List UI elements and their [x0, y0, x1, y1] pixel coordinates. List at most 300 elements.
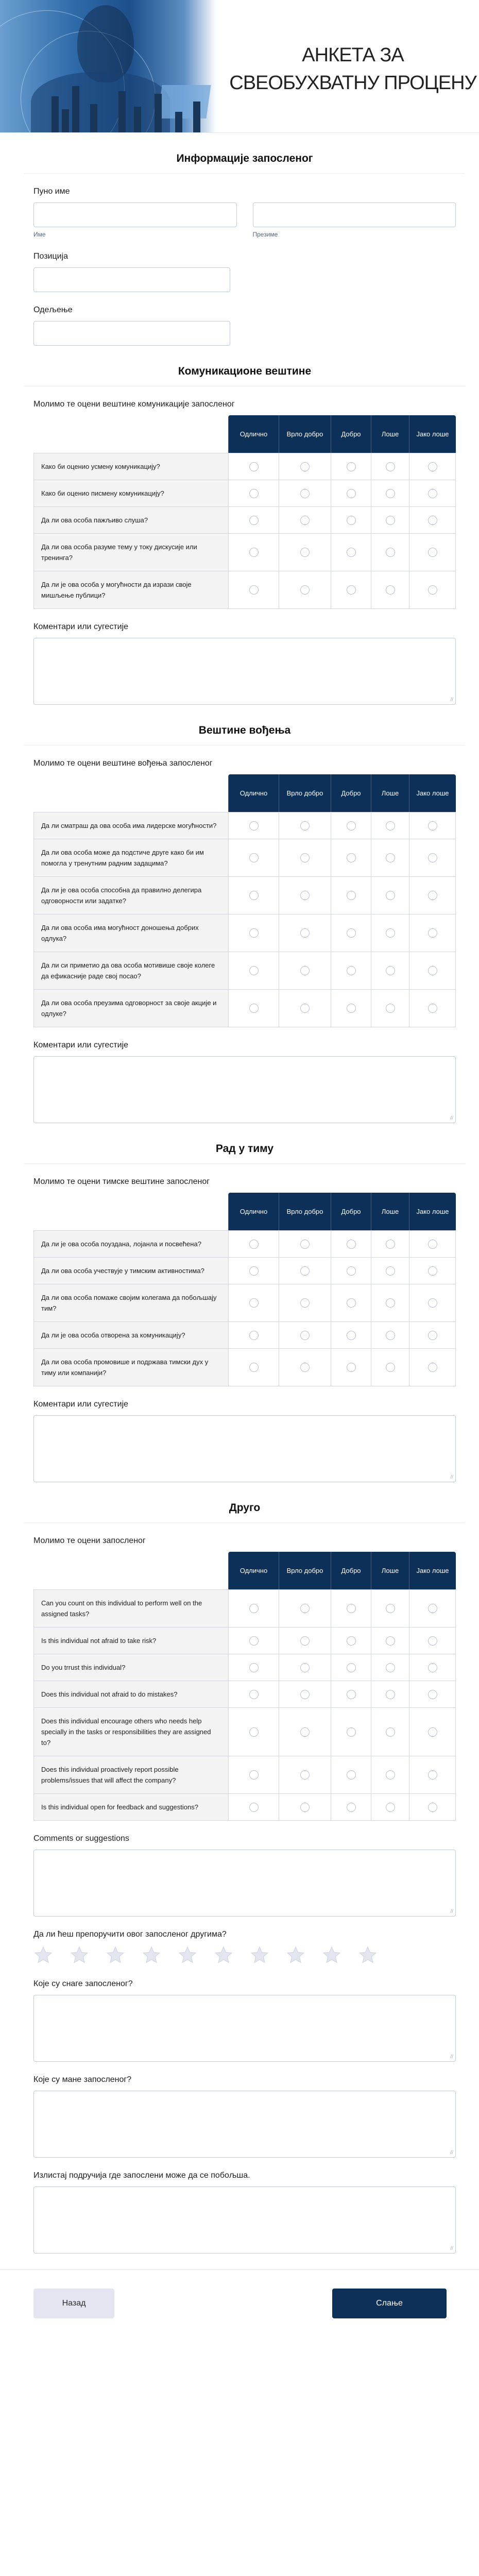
radio-button[interactable] [300, 1240, 310, 1249]
matrix-cell[interactable] [331, 1707, 371, 1756]
matrix-cell[interactable] [331, 989, 371, 1027]
matrix-column-header: Одлично [228, 1552, 279, 1589]
matrix-row-question: Is this individual not afraid to take risk? [33, 1627, 228, 1654]
radio-button[interactable] [428, 1663, 437, 1672]
radio-button[interactable] [249, 1663, 259, 1672]
radio-button[interactable] [249, 1604, 259, 1613]
radio-button[interactable] [347, 1636, 356, 1646]
matrix-cell[interactable] [409, 1348, 456, 1386]
matrix-column-header: Добро [331, 1552, 371, 1589]
radio-button[interactable] [300, 1266, 310, 1276]
radio-button[interactable] [347, 891, 356, 900]
radio-button[interactable] [300, 516, 310, 525]
matrix-cell[interactable] [228, 533, 279, 571]
matrix-cell[interactable] [279, 952, 331, 989]
matrix-cell[interactable] [228, 876, 279, 914]
radio-button[interactable] [300, 1636, 310, 1646]
radio-button[interactable] [249, 1803, 259, 1812]
matrix-cell[interactable] [371, 1589, 409, 1627]
radio-button[interactable] [428, 1331, 437, 1340]
radio-button[interactable] [386, 853, 395, 862]
radio-button[interactable] [300, 1803, 310, 1812]
recommend-label: Да ли ћеш препоручити овог запосленог другима? [33, 1930, 227, 1939]
matrix-row [33, 1257, 456, 1284]
radio-button[interactable] [300, 966, 310, 975]
matrix-row-question: Да ли ова особа преузима одговорност за своје акције и одлуке? [33, 989, 228, 1027]
radio-button[interactable] [428, 853, 437, 862]
star-icon[interactable] [358, 1945, 378, 1965]
matrix-cell[interactable] [331, 952, 371, 989]
matrix-cell[interactable] [331, 533, 371, 571]
radio-button[interactable] [428, 1363, 437, 1372]
department-input[interactable] [33, 321, 230, 346]
radio-button[interactable] [428, 516, 437, 525]
matrix-cell[interactable] [331, 1627, 371, 1654]
radio-button[interactable] [347, 1331, 356, 1340]
radio-button[interactable] [428, 928, 437, 938]
radio-button[interactable] [386, 821, 395, 831]
matrix-row [33, 480, 456, 506]
matrix-cell[interactable] [228, 1707, 279, 1756]
matrix-cell[interactable] [371, 876, 409, 914]
star-icon[interactable] [33, 1945, 53, 1965]
radio-button[interactable] [300, 462, 310, 471]
matrix-cell[interactable] [331, 1793, 371, 1821]
improvements-textarea[interactable] [33, 2187, 456, 2253]
matrix-cell[interactable] [331, 1284, 371, 1321]
radio-button[interactable] [249, 1727, 259, 1737]
matrix-row [33, 1284, 456, 1321]
radio-button[interactable] [300, 1604, 310, 1613]
matrix-cell[interactable] [228, 839, 279, 876]
matrix-cell[interactable] [371, 571, 409, 609]
radio-button[interactable] [249, 1004, 259, 1013]
strengths-textarea[interactable] [33, 1995, 456, 2062]
matrix-cell[interactable] [409, 1321, 456, 1348]
resize-handle-icon[interactable]: // [450, 697, 453, 703]
radio-button[interactable] [347, 548, 356, 557]
matrix-cell[interactable] [371, 480, 409, 506]
radio-button[interactable] [300, 489, 310, 498]
radio-button[interactable] [249, 516, 259, 525]
matrix-cell[interactable] [409, 1627, 456, 1654]
matrix-cell[interactable] [279, 1681, 331, 1707]
radio-button[interactable] [428, 462, 437, 471]
star-rating[interactable] [33, 1945, 394, 1966]
radio-button[interactable] [249, 1363, 259, 1372]
star-icon[interactable] [106, 1945, 125, 1965]
matrix-cell[interactable] [371, 1230, 409, 1257]
matrix-cell[interactable] [331, 1348, 371, 1386]
matrix-row-question: Does this individual proactively report possible problems/issues that will affect the company? [33, 1756, 228, 1793]
comments-textarea[interactable] [33, 1415, 456, 1482]
matrix-cell[interactable] [228, 1681, 279, 1707]
matrix-cell[interactable] [331, 1681, 371, 1707]
matrix-cell[interactable] [228, 1348, 279, 1386]
matrix-cell[interactable] [331, 876, 371, 914]
matrix-row-question: Како би оценио усмену комуникацију? [33, 453, 228, 480]
radio-button[interactable] [386, 1331, 395, 1340]
weaknesses-textarea[interactable] [33, 2091, 456, 2158]
radio-button[interactable] [249, 821, 259, 831]
matrix-cell[interactable] [331, 1321, 371, 1348]
radio-button[interactable] [249, 891, 259, 900]
matrix-cell[interactable] [371, 1707, 409, 1756]
matrix-row-question: Does this individual not afraid to do mistakes? [33, 1681, 228, 1707]
matrix-cell[interactable] [409, 812, 456, 839]
radio-button[interactable] [300, 1770, 310, 1780]
radio-button[interactable] [300, 548, 310, 557]
matrix-cell[interactable] [279, 453, 331, 480]
matrix-cell[interactable] [228, 1756, 279, 1793]
matrix-cell[interactable] [409, 453, 456, 480]
radio-button[interactable] [249, 928, 259, 938]
radio-button[interactable] [347, 489, 356, 498]
radio-button[interactable] [347, 1604, 356, 1613]
matrix-cell[interactable] [279, 1793, 331, 1821]
matrix-cell[interactable] [331, 812, 371, 839]
radio-button[interactable] [428, 1604, 437, 1613]
matrix-cell[interactable] [331, 914, 371, 952]
resize-handle-icon[interactable]: // [450, 2150, 453, 2156]
radio-button[interactable] [386, 1266, 395, 1276]
matrix-row [33, 1230, 456, 1257]
matrix-row-question: Can you count on this individual to perform well on the assigned tasks? [33, 1589, 228, 1627]
matrix-cell[interactable] [228, 453, 279, 480]
last-name-input[interactable] [253, 202, 456, 227]
radio-button[interactable] [347, 1770, 356, 1780]
radio-button[interactable] [249, 1770, 259, 1780]
radio-button[interactable] [249, 548, 259, 557]
resize-handle-icon[interactable]: // [450, 1909, 453, 1914]
section-divider [24, 1522, 465, 1523]
rating-matrix [33, 415, 456, 609]
matrix-cell[interactable] [331, 453, 371, 480]
star-icon[interactable] [322, 1945, 341, 1965]
radio-button[interactable] [428, 1803, 437, 1812]
radio-button[interactable] [386, 891, 395, 900]
radio-button[interactable] [347, 516, 356, 525]
matrix-cell[interactable] [228, 1654, 279, 1681]
radio-button[interactable] [347, 1266, 356, 1276]
radio-button[interactable] [347, 1727, 356, 1737]
matrix-cell[interactable] [228, 480, 279, 506]
matrix-row [33, 876, 456, 914]
radio-button[interactable] [347, 1690, 356, 1699]
comments-textarea[interactable] [33, 638, 456, 705]
matrix-cell[interactable] [371, 1793, 409, 1821]
matrix-cell[interactable] [279, 1230, 331, 1257]
matrix-cell[interactable] [279, 533, 331, 571]
radio-button[interactable] [386, 1663, 395, 1672]
radio-button[interactable] [300, 1727, 310, 1737]
matrix-cell[interactable] [331, 571, 371, 609]
radio-button[interactable] [386, 1636, 395, 1646]
comments-textarea[interactable] [33, 1850, 456, 1917]
matrix-row [33, 914, 456, 952]
star-icon[interactable] [70, 1945, 89, 1965]
matrix-cell[interactable] [279, 989, 331, 1027]
star-icon[interactable] [214, 1945, 233, 1965]
matrix-cell[interactable] [409, 533, 456, 571]
matrix-header-row [33, 774, 456, 812]
radio-button[interactable] [428, 1690, 437, 1699]
radio-button[interactable] [428, 1727, 437, 1737]
radio-button[interactable] [386, 1298, 395, 1308]
matrix-cell[interactable] [371, 533, 409, 571]
matrix-cell[interactable] [371, 1257, 409, 1284]
rating-matrix [33, 1552, 456, 1821]
matrix-cell[interactable] [371, 1348, 409, 1386]
radio-button[interactable] [249, 489, 259, 498]
matrix-column-header: Добро [331, 1193, 371, 1230]
department-label: Одељење [33, 306, 73, 314]
matrix-cell[interactable] [228, 506, 279, 533]
resize-handle-icon[interactable]: // [450, 1115, 453, 1121]
matrix-cell[interactable] [371, 506, 409, 533]
matrix-row [33, 453, 456, 480]
star-icon[interactable] [250, 1945, 269, 1965]
matrix-cell[interactable] [279, 1589, 331, 1627]
radio-button[interactable] [428, 966, 437, 975]
matrix-cell[interactable] [371, 1321, 409, 1348]
matrix-row [33, 1321, 456, 1348]
radio-button[interactable] [347, 966, 356, 975]
radio-button[interactable] [347, 1663, 356, 1672]
radio-button[interactable] [300, 1363, 310, 1372]
matrix-cell[interactable] [371, 1627, 409, 1654]
radio-button[interactable] [300, 821, 310, 831]
radio-button[interactable] [386, 1240, 395, 1249]
radio-button[interactable] [386, 1604, 395, 1613]
matrix-cell[interactable] [279, 839, 331, 876]
radio-button[interactable] [428, 891, 437, 900]
matrix-cell[interactable] [331, 506, 371, 533]
matrix-cell[interactable] [409, 1756, 456, 1793]
matrix-cell[interactable] [409, 1257, 456, 1284]
radio-button[interactable] [249, 966, 259, 975]
radio-button[interactable] [386, 1004, 395, 1013]
radio-button[interactable] [300, 928, 310, 938]
matrix-cell[interactable] [331, 1756, 371, 1793]
radio-button[interactable] [428, 1004, 437, 1013]
submit-button[interactable]: Слање [332, 2289, 447, 2318]
matrix-cell[interactable] [371, 1284, 409, 1321]
radio-button[interactable] [347, 821, 356, 831]
comments-textarea[interactable] [33, 1056, 456, 1123]
first-name-input[interactable] [33, 202, 237, 227]
matrix-cell[interactable] [279, 1654, 331, 1681]
matrix-cell[interactable] [371, 914, 409, 952]
matrix-cell[interactable] [409, 1793, 456, 1821]
radio-button[interactable] [386, 1690, 395, 1699]
radio-button[interactable] [428, 1636, 437, 1646]
matrix-cell[interactable] [331, 480, 371, 506]
matrix-label: Молимо те оцени вештине комуникације запосленог [33, 400, 235, 409]
matrix-column-header: Јако лоше [409, 1193, 456, 1230]
resize-handle-icon[interactable]: // [450, 1475, 453, 1480]
radio-button[interactable] [300, 1690, 310, 1699]
matrix-cell[interactable] [371, 1681, 409, 1707]
radio-button[interactable] [249, 1331, 259, 1340]
matrix-cell[interactable] [228, 989, 279, 1027]
radio-button[interactable] [249, 585, 259, 595]
matrix-cell[interactable] [228, 1627, 279, 1654]
matrix-cell[interactable] [228, 914, 279, 952]
radio-button[interactable] [347, 585, 356, 595]
matrix-cell[interactable] [279, 812, 331, 839]
matrix-column-header: Добро [331, 415, 371, 453]
radio-button[interactable] [300, 1663, 310, 1672]
radio-button[interactable] [428, 1240, 437, 1249]
matrix-header-row [33, 1193, 456, 1230]
matrix-row [33, 812, 456, 839]
matrix-cell[interactable] [409, 1230, 456, 1257]
radio-button[interactable] [386, 1803, 395, 1812]
radio-button[interactable] [386, 966, 395, 975]
matrix-cell[interactable] [279, 1348, 331, 1386]
matrix-cell[interactable] [409, 1707, 456, 1756]
resize-handle-icon[interactable]: // [450, 2054, 453, 2060]
matrix-cell[interactable] [409, 876, 456, 914]
matrix-row [33, 1681, 456, 1707]
star-icon[interactable] [178, 1945, 197, 1965]
radio-button[interactable] [249, 1636, 259, 1646]
matrix-cell[interactable] [409, 952, 456, 989]
radio-button[interactable] [347, 1004, 356, 1013]
matrix-row-question: Да ли је ова особа способна да правилно делегира одговорности или задатке? [33, 876, 228, 914]
radio-button[interactable] [386, 1727, 395, 1737]
matrix-cell[interactable] [331, 1230, 371, 1257]
radio-button[interactable] [347, 928, 356, 938]
star-icon[interactable] [286, 1945, 305, 1965]
radio-button[interactable] [347, 853, 356, 862]
position-input[interactable] [33, 267, 230, 292]
radio-button[interactable] [300, 1004, 310, 1013]
radio-button[interactable] [347, 1298, 356, 1308]
radio-button[interactable] [300, 891, 310, 900]
radio-button[interactable] [300, 585, 310, 595]
matrix-cell[interactable] [371, 1756, 409, 1793]
matrix-label: Молимо те оцени вештине вођења запосленог [33, 759, 213, 768]
matrix-cell[interactable] [409, 480, 456, 506]
matrix-cell[interactable] [371, 989, 409, 1027]
matrix-cell[interactable] [279, 480, 331, 506]
matrix-cell[interactable] [279, 1627, 331, 1654]
matrix-cell[interactable] [409, 1589, 456, 1627]
section-heading: Комуникационе вештине [178, 365, 312, 377]
star-icon[interactable] [142, 1945, 161, 1965]
radio-button[interactable] [249, 462, 259, 471]
radio-button[interactable] [386, 1770, 395, 1780]
radio-button[interactable] [428, 821, 437, 831]
matrix-cell[interactable] [331, 1589, 371, 1627]
radio-button[interactable] [300, 1331, 310, 1340]
matrix-cell[interactable] [279, 1257, 331, 1284]
matrix-cell[interactable] [409, 1654, 456, 1681]
matrix-cell[interactable] [228, 1589, 279, 1627]
matrix-cell[interactable] [409, 989, 456, 1027]
radio-button[interactable] [347, 1803, 356, 1812]
matrix-cell[interactable] [228, 1230, 279, 1257]
matrix-cell[interactable] [409, 914, 456, 952]
radio-button[interactable] [428, 548, 437, 557]
resize-handle-icon[interactable]: // [450, 2246, 453, 2251]
matrix-cell[interactable] [331, 1257, 371, 1284]
radio-button[interactable] [428, 1298, 437, 1308]
matrix-cell[interactable] [371, 453, 409, 480]
radio-button[interactable] [347, 462, 356, 471]
radio-button[interactable] [428, 489, 437, 498]
matrix-cell[interactable] [279, 1284, 331, 1321]
radio-button[interactable] [249, 1266, 259, 1276]
radio-button[interactable] [386, 1363, 395, 1372]
matrix-cell[interactable] [279, 1756, 331, 1793]
rating-matrix [33, 774, 456, 1027]
radio-button[interactable] [386, 462, 395, 471]
matrix-cell[interactable] [228, 571, 279, 609]
radio-button[interactable] [428, 1266, 437, 1276]
weaknesses-label: Које су мане запосленог? [33, 2075, 132, 2084]
matrix-cell[interactable] [279, 914, 331, 952]
matrix-cell[interactable] [228, 952, 279, 989]
matrix-header-row [33, 415, 456, 453]
radio-button[interactable] [300, 853, 310, 862]
matrix-cell[interactable] [409, 506, 456, 533]
radio-button[interactable] [300, 1298, 310, 1308]
radio-button[interactable] [428, 1770, 437, 1780]
matrix-cell[interactable] [228, 1257, 279, 1284]
radio-button[interactable] [249, 853, 259, 862]
radio-button[interactable] [428, 585, 437, 595]
radio-button[interactable] [386, 516, 395, 525]
matrix-cell[interactable] [279, 1321, 331, 1348]
radio-button[interactable] [386, 585, 395, 595]
matrix-cell[interactable] [371, 1654, 409, 1681]
radio-button[interactable] [249, 1690, 259, 1699]
radio-button[interactable] [347, 1363, 356, 1372]
matrix-cell[interactable] [331, 839, 371, 876]
matrix-cell[interactable] [409, 1284, 456, 1321]
matrix-cell[interactable] [409, 571, 456, 609]
radio-button[interactable] [386, 928, 395, 938]
matrix-cell[interactable] [228, 1321, 279, 1348]
matrix-corner [33, 1552, 228, 1589]
matrix-cell[interactable] [279, 571, 331, 609]
matrix-cell[interactable] [228, 1793, 279, 1821]
radio-button[interactable] [249, 1298, 259, 1308]
matrix-column-header: Врло добро [279, 774, 331, 812]
radio-button[interactable] [249, 1240, 259, 1249]
matrix-row [33, 1707, 456, 1756]
radio-button[interactable] [386, 489, 395, 498]
matrix-cell[interactable] [371, 952, 409, 989]
matrix-cell[interactable] [279, 876, 331, 914]
radio-button[interactable] [386, 548, 395, 557]
back-button[interactable]: Назад [33, 2289, 114, 2318]
matrix-cell[interactable] [279, 1707, 331, 1756]
radio-button[interactable] [347, 1240, 356, 1249]
matrix-cell[interactable] [371, 812, 409, 839]
matrix-cell[interactable] [409, 1681, 456, 1707]
matrix-cell[interactable] [331, 1654, 371, 1681]
section-divider [24, 173, 465, 174]
matrix-cell[interactable] [228, 1284, 279, 1321]
matrix-cell[interactable] [279, 506, 331, 533]
matrix-cell[interactable] [228, 812, 279, 839]
matrix-cell[interactable] [371, 839, 409, 876]
matrix-cell[interactable] [409, 839, 456, 876]
